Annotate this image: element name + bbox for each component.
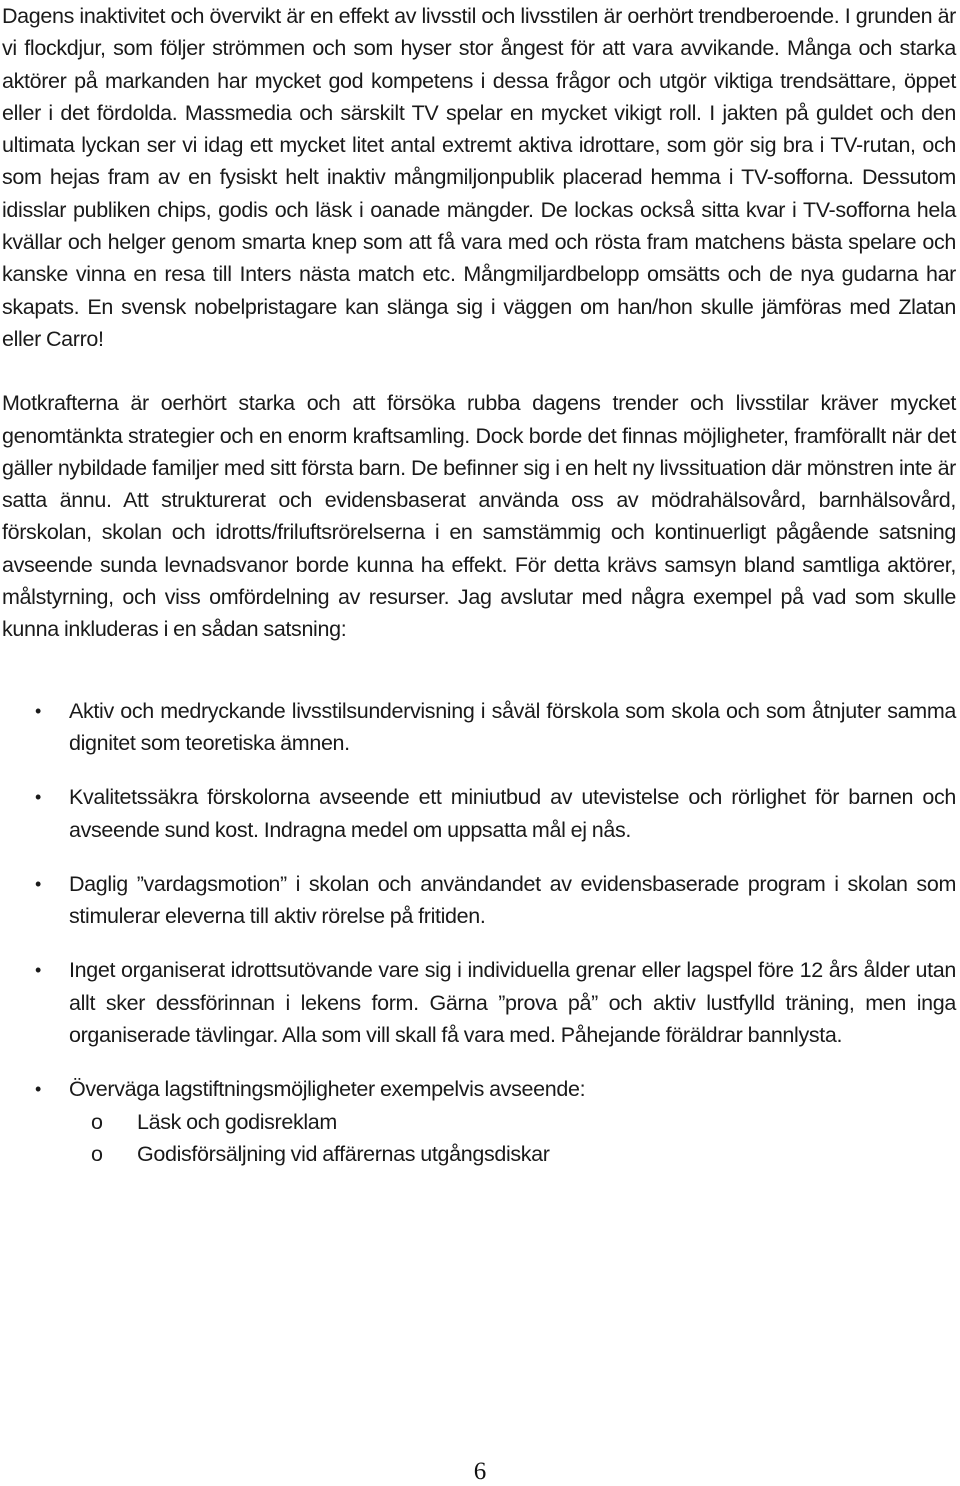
bullet-list (2, 695, 956, 1171)
bullet-text-4: Inget organiserat idrottsutövande vare sig i individuella grenar eller lagspel före 12 års ålder utan allt sker dessförinnan i lekens form. Gärna ”prova på” och aktiv lustfylld träning, men inga organiserade tävlingar. Alla som vill skall få vara med. Påhejande föräldrar bannlysta. (69, 958, 956, 1048)
bullet-item-2 (2, 781, 956, 846)
sub-marker: o (91, 1109, 103, 1134)
bullet-item-4 (2, 954, 956, 1051)
bullet-marker: • (35, 787, 41, 808)
bullet-item-5 (2, 1073, 956, 1170)
bullet-item-1 (2, 695, 956, 760)
bullet-marker: • (35, 700, 41, 721)
bullet-marker: • (35, 873, 41, 894)
bullet-text-5: Överväga lagstiftningsmöjligheter exempelvis avseende: (69, 1077, 586, 1102)
sub-item-2 (67, 1138, 956, 1170)
sub-item-1 (67, 1106, 956, 1138)
bullet-text-3: Daglig ”vardagsmotion” i skolan och användandet av evidensbaserade program i skolan som stimulerar eleverna till aktiv rörelse på fritiden. (69, 871, 956, 929)
page-number: 6 (473, 1458, 487, 1485)
sub-list (69, 1106, 956, 1171)
bullet-item-3 (2, 868, 956, 933)
bullet-text-2: Kvalitetssäkra förskolorna avseende ett miniutbud av utevistelse och rörlighet för barnen och avseende sund kost. Indragna medel om uppsatta mål ej nås. (69, 785, 956, 842)
sub-marker: o (91, 1141, 103, 1166)
bullet-marker: • (35, 1079, 41, 1100)
body-paragraph-2: Motkrafterna är oerhört starka och att försöka rubba dagens trender och livsstilar kräver mycket genomtänkta strategier och en enorm kraftsamling. Dock borde det finnas möjligheter, framförallt när det gäller nybildade familjer med sitt första barn. De befinner sig i en helt ny livssituation där mönstren inte är satta ännu. Att strukturerat och evidensbaserat använda oss av mödrahälsovård, barnhälsovård, förskolan, skolan och idrotts/friluftsrörelserna i en samstämmig och kontinuerligt pågående satsning avseende sunda levnadsvanor borde kunna ha effekt. För detta krävs samsyn bland samtliga aktörer, målstyrning, och viss omfördelning av resurser. Jag avslutar med några exempel på vad som skulle kunna inkluderas i en sådan satsning: (2, 391, 956, 642)
bullet-text-1: Aktiv och medryckande livsstilsundervisning i såväl förskola som skola och som åtnjuter samma dignitet som teoretiska ämnen. (69, 698, 956, 755)
document-page (2, 0, 956, 1170)
sub-item-text-2: Godisförsäljning vid affärernas utgångsdiskar (137, 1141, 550, 1166)
bullet-marker: • (35, 960, 41, 981)
body-paragraph-1: Dagens inaktivitet och övervikt är en effekt av livsstil och livsstilen är oerhört trendberoende. I grunden är vi flockdjur, som följer strömmen och som hyser stor ångest för att vara avvikande. Många och starka aktörer på markanden har mycket god kompetens i dessa frågor och utgör viktiga trendsättare, öppet eller i det fördolda. Massmedia och särskilt TV spelar en mycket vikigt roll. I jakten på guldet och den ultimata lyckan ser vi idag ett mycket litet antal extremt aktiva idrottare, som gör sig bra i TV-rutan, och som hejas fram av en fysiskt helt inaktiv mångmiljonpublik placerad hemma i TV-sofforna. Dessutom idisslar publiken chips, godis och läsk i oanade mängder. De lockas också sitta kvar i TV-sofforna hela kvällar och helger genom smarta knep som att få vara med och rösta fram matchens bästa spelare och kanske vinna en resa till Inters nästa match etc. Mångmiljardbelopp omsätts och de nya gudarna har skapats. En svensk nobelpristagare kan slänga sig i väggen om han/hon skulle jämföras med Zlatan eller Carro! (2, 4, 956, 351)
sub-item-text-1: Läsk och godisreklam (137, 1109, 337, 1134)
